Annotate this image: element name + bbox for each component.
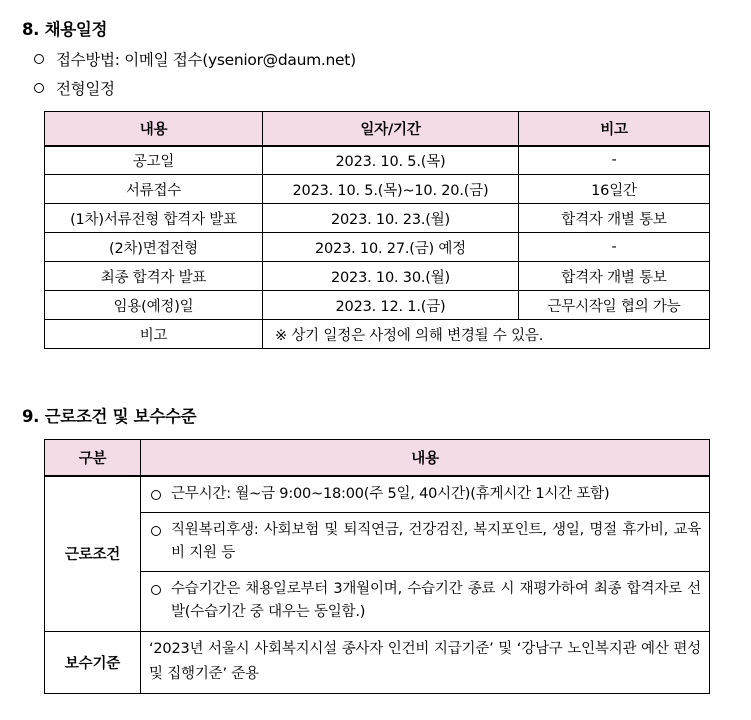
cell-date: 2023. 10. 27.(금) 예정 [263, 233, 519, 262]
table-row [45, 262, 710, 291]
table-row [45, 476, 710, 513]
cell-remarks: 합격자 개별 통보 [519, 204, 710, 233]
header-remarks: 비고 [519, 112, 710, 146]
cell-content: (2차)면접전형 [45, 233, 263, 262]
cell-date: 2023. 12. 1.(금) [263, 291, 519, 320]
cell-date: 2023. 10. 5.(목) [263, 146, 519, 175]
welfare-text: 직원복리후생: 사회보험 및 퇴직연금, 건강검진, 복지포인트, 생일, 명절 휴가비, 교육비 지원 등 [171, 521, 701, 561]
schedule-table [44, 111, 710, 349]
header-date: 일자/기간 [263, 112, 519, 146]
cell-remarks: - [519, 146, 710, 175]
header-details: 내용 [141, 440, 710, 476]
pay-standard-label: 보수기준 [45, 631, 141, 693]
table-row [45, 512, 710, 571]
bullet-screening-schedule [34, 77, 115, 99]
probation-item [141, 571, 710, 631]
circle-bullet-icon [151, 526, 161, 536]
table-row [45, 291, 710, 320]
cell-date: 2023. 10. 5.(목)~10. 20.(금) [263, 175, 519, 204]
work-hours-item [141, 476, 710, 513]
circle-bullet-icon [151, 585, 161, 595]
work-hours-text: 근무시간: 월~금 9:00~18:00(주 5일, 40시간)(휴게시간 1시간 포함) [171, 485, 610, 502]
table-row [45, 146, 710, 175]
circle-bullet-icon [151, 490, 161, 500]
table-row [45, 571, 710, 631]
welfare-item [141, 512, 710, 571]
cell-content: 임용(예정)일 [45, 291, 263, 320]
cell-content: 서류접수 [45, 175, 263, 204]
pay-standard-text: ‘2023년 서울시 사회복지시설 종사자 인건비 지급기준’ 및 ‘강남구 노인복지관 예산 편성 및 집행기준’ 준용 [141, 631, 710, 693]
cell-date: 2023. 10. 23.(월) [263, 204, 519, 233]
cell-content: (1차)서류전형 합격자 발표 [45, 204, 263, 233]
table-row [45, 233, 710, 262]
table-row [45, 204, 710, 233]
section-9-title: 9. 근로조건 및 보수수준 [22, 407, 197, 426]
conditions-header-row [45, 440, 710, 476]
screening-schedule-text: 전형일정 [56, 80, 115, 98]
cell-remarks: 근무시작일 협의 가능 [519, 291, 710, 320]
note-row [45, 320, 710, 349]
cell-date: 2023. 10. 30.(월) [263, 262, 519, 291]
cell-remarks: 합격자 개별 통보 [519, 262, 710, 291]
cell-remarks: - [519, 233, 710, 262]
conditions-table [44, 439, 710, 694]
table-row [45, 175, 710, 204]
bullet-application-method [34, 48, 356, 70]
circle-bullet-icon [34, 54, 44, 64]
section-8-title: 8. 채용일정 [22, 20, 108, 39]
cell-content: 최종 합격자 발표 [45, 262, 263, 291]
note-label: 비고 [45, 320, 263, 349]
probation-text: 수습기간은 채용일로부터 3개월이며, 수습기간 종료 시 재평가하여 최종 합격자로 선발(수습기간 중 대우는 동일함.) [171, 581, 701, 620]
header-content: 내용 [45, 112, 263, 146]
schedule-header-row [45, 112, 710, 146]
work-conditions-label: 근로조건 [45, 476, 141, 632]
header-category: 구분 [45, 440, 141, 476]
application-method-text: 접수방법: 이메일 접수(ysenior@daum.net) [56, 51, 356, 69]
table-row [45, 631, 710, 693]
cell-remarks: 16일간 [519, 175, 710, 204]
note-text: ※ 상기 일정은 사정에 의해 변경될 수 있음. [263, 320, 710, 349]
circle-bullet-icon [34, 83, 44, 93]
cell-content: 공고일 [45, 146, 263, 175]
